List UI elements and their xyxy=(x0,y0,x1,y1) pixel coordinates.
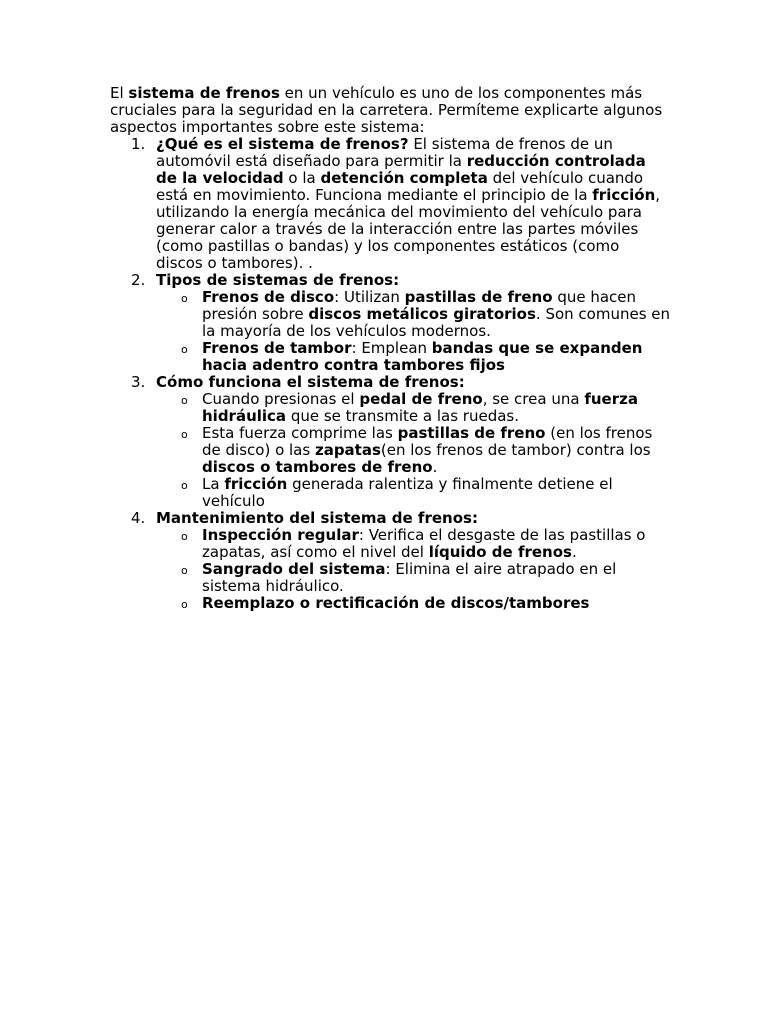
sub-text: : Elimina el aire atrapado en el sistema hidráulico. xyxy=(202,560,617,595)
bold-term: discos o tambores de freno xyxy=(202,458,433,476)
bullet-icon: o xyxy=(181,343,188,356)
sub-text: , se crea una xyxy=(482,390,585,408)
sub-text: (en los frenos de disco) o las xyxy=(202,424,653,459)
sub-text: La xyxy=(202,475,225,493)
intro-paragraph xyxy=(110,85,670,136)
bold-term: fricción xyxy=(592,186,656,204)
intro-text: en un vehículo es uno de los componentes más cruciales para la seguridad en la carretera. Permíteme explicarte algunos aspectos importantes sobre este sistema: xyxy=(110,84,663,136)
sub-text: (en los frenos de tambor) contra los xyxy=(380,441,651,459)
sub-text: : Utilizan xyxy=(334,288,405,306)
sub-list-item xyxy=(156,289,670,340)
sub-list xyxy=(156,527,670,612)
bold-term: fricción xyxy=(224,475,288,493)
item-number: 1. xyxy=(131,135,146,153)
list-item-2 xyxy=(110,272,670,374)
item-title: ¿Qué es el sistema de frenos? xyxy=(156,135,409,153)
bold-term: fuerza hidráulica xyxy=(202,390,638,425)
list-item-3 xyxy=(110,374,670,510)
bold-term: Inspección regular xyxy=(202,526,359,544)
sub-text: . Son comunes en la mayoría de los vehículos modernos. xyxy=(202,305,671,340)
item-text: , utilizando la energía mecánica del movimiento del vehículo para generar calor a través de la interacción entre las partes móviles (como pastillas o bandas) y los componentes estáticos (como discos o tambores). . xyxy=(156,186,661,272)
sub-list-item xyxy=(156,527,670,561)
bold-term: Frenos de tambor xyxy=(202,339,352,357)
bullet-icon: o xyxy=(181,292,188,305)
sub-text: generada ralentiza y finalmente detiene el vehículo xyxy=(202,475,613,510)
bold-term: discos metálicos giratorios xyxy=(308,305,536,323)
sub-list-item xyxy=(156,391,670,425)
bold-term: zapatas xyxy=(314,441,381,459)
sub-text: : Verifica el desgaste de las pastillas o zapatas, así como el nivel del xyxy=(202,526,646,561)
sub-list xyxy=(156,391,670,510)
sub-text: . xyxy=(432,458,438,476)
bold-term: detención completa xyxy=(320,169,488,187)
intro-text: El xyxy=(110,84,129,102)
item-number: 4. xyxy=(131,509,146,527)
item-number: 2. xyxy=(131,271,146,289)
bold-term: Reemplazo o rectificación de discos/tambores xyxy=(202,594,590,612)
sub-text: que se transmite a las ruedas. xyxy=(286,407,519,425)
bold-term: Sangrado del sistema xyxy=(202,560,386,578)
sub-list-item xyxy=(156,561,670,595)
sub-list xyxy=(156,289,670,374)
item-text: o la xyxy=(283,169,321,187)
sub-text: que hacen presión sobre xyxy=(202,288,637,323)
sub-list-item xyxy=(156,340,670,374)
item-text: del vehículo cuando está en movimiento. Funciona mediante el principio de la xyxy=(156,169,644,204)
bold-term: Frenos de disco xyxy=(202,288,335,306)
sub-text: Cuando presionas el xyxy=(202,390,360,408)
numbered-list xyxy=(110,136,670,612)
sub-list-item xyxy=(156,476,670,510)
item-number: 3. xyxy=(131,373,146,391)
bullet-icon: o xyxy=(181,479,188,492)
item-title: Cómo funciona el sistema de frenos: xyxy=(156,373,465,391)
item-title: Tipos de sistemas de frenos: xyxy=(156,271,400,289)
sub-text: Esta fuerza comprime las xyxy=(202,424,398,442)
bold-term: pedal de freno xyxy=(359,390,483,408)
bold-term: líquido de frenos xyxy=(428,543,572,561)
item-text: El sistema de frenos de un automóvil está diseñado para permitir la xyxy=(156,135,613,170)
intro-bold-term: sistema de frenos xyxy=(128,84,280,102)
bold-term: pastillas de freno xyxy=(397,424,546,442)
sub-text: . xyxy=(571,543,577,561)
bold-term: bandas que se expanden hacia adentro contra tambores fijos xyxy=(202,339,643,374)
bold-term: reducción controlada de la velocidad xyxy=(156,152,646,187)
bullet-icon: o xyxy=(181,598,188,611)
bullet-icon: o xyxy=(181,394,188,407)
sub-text: : Emplean xyxy=(351,339,432,357)
sub-list-item xyxy=(156,595,670,612)
sub-list-item xyxy=(156,425,670,476)
bullet-icon: o xyxy=(181,530,188,543)
bullet-icon: o xyxy=(181,564,188,577)
bold-term: pastillas de freno xyxy=(404,288,553,306)
list-item-1 xyxy=(110,136,670,272)
list-item-4 xyxy=(110,510,670,612)
item-title: Mantenimiento del sistema de frenos: xyxy=(156,509,478,527)
bullet-icon: o xyxy=(181,428,188,441)
